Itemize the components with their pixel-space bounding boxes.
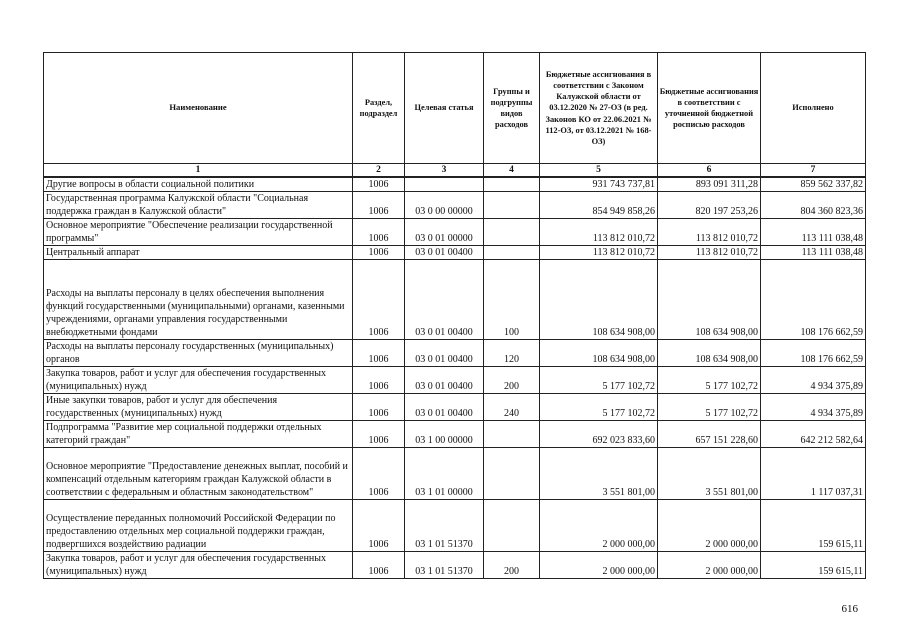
row-target: 03 1 00 00000	[405, 421, 484, 448]
row-name: Основное мероприятие "Предоставление денежных выплат, пособий и компенсаций отдельным категориям граждан Калужской области в соответствии с федеральным и областным законодательством"	[44, 448, 353, 500]
row-target: 03 0 01 00400	[405, 367, 484, 394]
row-executed-amount: 4 934 375,89	[761, 394, 866, 421]
row-section: 1006	[353, 394, 405, 421]
row-law-amount: 692 023 833,60	[540, 421, 658, 448]
row-section: 1006	[353, 260, 405, 340]
row-executed-amount: 108 176 662,59	[761, 340, 866, 367]
row-law-amount: 3 551 801,00	[540, 448, 658, 500]
table-row	[44, 500, 866, 552]
header-name: Наименование	[44, 53, 353, 164]
row-executed-amount: 108 176 662,59	[761, 260, 866, 340]
row-group	[484, 448, 540, 500]
row-group	[484, 421, 540, 448]
budget-table	[43, 52, 866, 579]
column-number: 5	[540, 164, 658, 178]
row-executed-amount: 113 111 038,48	[761, 219, 866, 246]
table-row	[44, 219, 866, 246]
row-section: 1006	[353, 340, 405, 367]
row-name: Другие вопросы в области социальной политики	[44, 177, 353, 192]
header-target: Целевая статья	[405, 53, 484, 164]
row-target: 03 0 01 00400	[405, 246, 484, 260]
row-group	[484, 192, 540, 219]
row-refined-amount: 3 551 801,00	[658, 448, 761, 500]
row-law-amount: 108 634 908,00	[540, 260, 658, 340]
row-name: Государственная программа Калужской области "Социальная поддержка граждан в Калужской области"	[44, 192, 353, 219]
row-refined-amount: 113 812 010,72	[658, 246, 761, 260]
page-number: 616	[841, 603, 858, 615]
row-name: Расходы на выплаты персоналу в целях обеспечения выполнения функций государственными (муниципальными) органами, казенными учреждениями, органами управления государственными внебюджетными фондами	[44, 260, 353, 340]
row-name: Осуществление переданных полномочий Российской Федерации по предоставлению отдельных мер социальной поддержки граждан, подвергшихся воздействию радиации	[44, 500, 353, 552]
row-refined-amount: 108 634 908,00	[658, 340, 761, 367]
row-target: 03 1 01 51370	[405, 500, 484, 552]
row-group: 200	[484, 367, 540, 394]
row-group: 240	[484, 394, 540, 421]
table-row	[44, 246, 866, 260]
row-target: 03 0 01 00400	[405, 340, 484, 367]
header-refined-allocations: Бюджетные ассигнования в соответствии с уточненной бюджетной росписью расходов	[658, 53, 761, 164]
row-executed-amount: 642 212 582,64	[761, 421, 866, 448]
row-group: 100	[484, 260, 540, 340]
row-name: Закупка товаров, работ и услуг для обеспечения государственных (муниципальных) нужд	[44, 552, 353, 579]
row-section: 1006	[353, 500, 405, 552]
header-law-allocations: Бюджетные ассигнования в соответствии с Законом Калужской области от 03.12.2020 № 27-ОЗ (в ред. Законов КО от 22.06.2021 № 112-ОЗ, от 03.12.2021 № 168-ОЗ)	[540, 53, 658, 164]
column-number: 3	[405, 164, 484, 178]
row-refined-amount: 108 634 908,00	[658, 260, 761, 340]
header-groups: Группы и подгруппы видов расходов	[484, 53, 540, 164]
row-executed-amount: 804 360 823,36	[761, 192, 866, 219]
row-executed-amount: 859 562 337,82	[761, 177, 866, 192]
row-refined-amount: 5 177 102,72	[658, 394, 761, 421]
column-number: 2	[353, 164, 405, 178]
row-name: Иные закупки товаров, работ и услуг для обеспечения государственных (муниципальных) нужд	[44, 394, 353, 421]
header-executed: Исполнено	[761, 53, 866, 164]
row-law-amount: 2 000 000,00	[540, 500, 658, 552]
row-law-amount: 5 177 102,72	[540, 394, 658, 421]
row-name: Подпрограмма "Развитие мер социальной поддержки отдельных категорий граждан"	[44, 421, 353, 448]
row-section: 1006	[353, 177, 405, 192]
row-refined-amount: 2 000 000,00	[658, 500, 761, 552]
row-law-amount: 113 812 010,72	[540, 219, 658, 246]
row-group	[484, 246, 540, 260]
row-section: 1006	[353, 192, 405, 219]
row-target: 03 0 01 00400	[405, 394, 484, 421]
row-executed-amount: 1 117 037,31	[761, 448, 866, 500]
row-law-amount: 108 634 908,00	[540, 340, 658, 367]
row-law-amount: 931 743 737,81	[540, 177, 658, 192]
row-executed-amount: 159 615,11	[761, 500, 866, 552]
column-number: 1	[44, 164, 353, 178]
column-number: 7	[761, 164, 866, 178]
row-name: Центральный аппарат	[44, 246, 353, 260]
column-number: 4	[484, 164, 540, 178]
row-law-amount: 2 000 000,00	[540, 552, 658, 579]
row-section: 1006	[353, 367, 405, 394]
row-refined-amount: 657 151 228,60	[658, 421, 761, 448]
row-refined-amount: 2 000 000,00	[658, 552, 761, 579]
table-row	[44, 394, 866, 421]
column-number-row	[44, 164, 866, 178]
row-group	[484, 177, 540, 192]
row-law-amount: 854 949 858,26	[540, 192, 658, 219]
row-name: Расходы на выплаты персоналу государственных (муниципальных) органов	[44, 340, 353, 367]
row-section: 1006	[353, 246, 405, 260]
row-refined-amount: 113 812 010,72	[658, 219, 761, 246]
column-number: 6	[658, 164, 761, 178]
row-executed-amount: 4 934 375,89	[761, 367, 866, 394]
row-section: 1006	[353, 552, 405, 579]
row-section: 1006	[353, 219, 405, 246]
row-section: 1006	[353, 448, 405, 500]
row-group	[484, 500, 540, 552]
row-refined-amount: 5 177 102,72	[658, 367, 761, 394]
header-section: Раздел, подраздел	[353, 53, 405, 164]
row-group	[484, 219, 540, 246]
row-target: 03 0 01 00400	[405, 260, 484, 340]
row-target: 03 1 01 51370	[405, 552, 484, 579]
row-refined-amount: 820 197 253,26	[658, 192, 761, 219]
row-target: 03 1 01 00000	[405, 448, 484, 500]
row-law-amount: 5 177 102,72	[540, 367, 658, 394]
table-row	[44, 177, 866, 192]
row-target: 03 0 00 00000	[405, 192, 484, 219]
table-row	[44, 421, 866, 448]
row-group: 200	[484, 552, 540, 579]
table-row	[44, 192, 866, 219]
table-row	[44, 448, 866, 500]
row-executed-amount: 113 111 038,48	[761, 246, 866, 260]
row-target	[405, 177, 484, 192]
table-row	[44, 340, 866, 367]
row-executed-amount: 159 615,11	[761, 552, 866, 579]
table-row	[44, 552, 866, 579]
row-refined-amount: 893 091 311,28	[658, 177, 761, 192]
row-name: Основное мероприятие "Обеспечение реализации государственной программы"	[44, 219, 353, 246]
table-row	[44, 260, 866, 340]
row-target: 03 0 01 00000	[405, 219, 484, 246]
row-law-amount: 113 812 010,72	[540, 246, 658, 260]
row-name: Закупка товаров, работ и услуг для обеспечения государственных (муниципальных) нужд	[44, 367, 353, 394]
row-section: 1006	[353, 421, 405, 448]
table-row	[44, 367, 866, 394]
row-group: 120	[484, 340, 540, 367]
table-header	[44, 53, 866, 164]
